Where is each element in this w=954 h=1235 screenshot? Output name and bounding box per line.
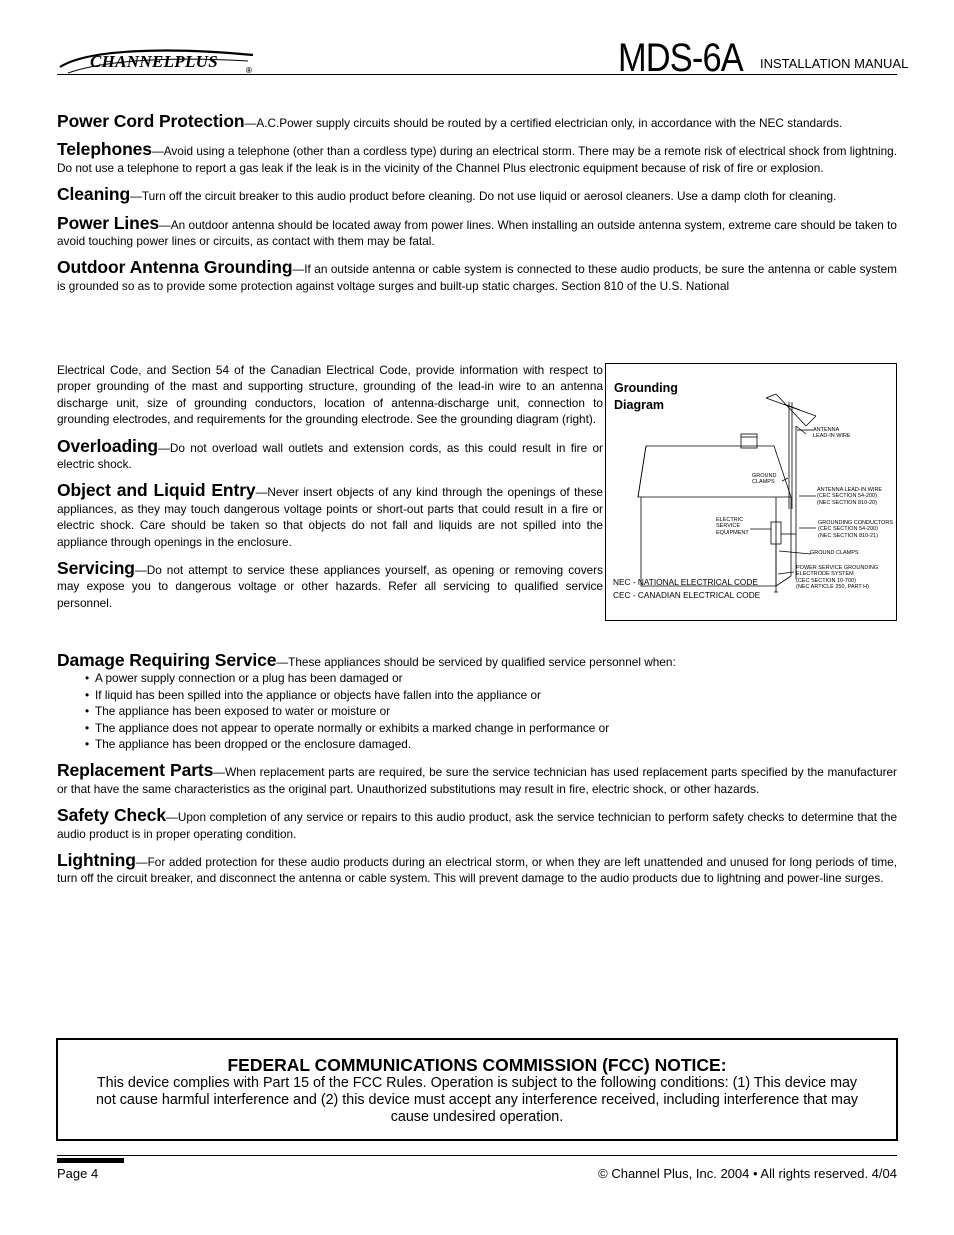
label-line: ANTENNA — [813, 427, 840, 433]
section-lightning — [57, 852, 897, 887]
dash: — — [213, 765, 226, 780]
sections-bottom — [57, 652, 897, 897]
label-grounding-conductors — [818, 520, 893, 539]
section-text: Turn off the circuit breaker to this audio product before cleaning. Do not use liquid or aerosol cleaners. Use a damp cloth for cleaning. — [141, 189, 837, 204]
section-text: Avoid using a telephone (other than a cordless type) during an electrical storm. There may be a remote risk of electrical shock from lightning. Do not use a telephone to report a gas leak if the leak is in the vicinity of the Channel Plus electronic equipment because of risk of fire or explosion. — [57, 144, 897, 175]
section-cleaning — [57, 186, 897, 204]
label-discharge-unit — [817, 487, 882, 506]
footer-rule — [57, 1155, 897, 1156]
label-line: (CEC SECTION 54-200) — [818, 526, 878, 533]
section-heading: Power Lines — [57, 212, 159, 233]
dash: — — [292, 262, 305, 277]
sections-narrow — [57, 362, 603, 621]
label-line: ANTENNA LEAD-IN WIRE — [817, 487, 883, 493]
brand-name: CHANNELPLUS — [90, 52, 218, 71]
page-number: Page 4 — [57, 1166, 99, 1181]
section-text: Never insert objects of any kind through the openings of these appliances, as they may touch dangerous voltage points or short-out parts that could result in a fire or electric shock. Care should be taken so that objects do not fall and liquids are not spilled into the appliance through openings in the enclosure. — [57, 485, 603, 549]
damage-list — [57, 670, 897, 752]
label-service-equipment — [716, 517, 749, 536]
label-line: ELECTRIC — [716, 517, 744, 523]
section-damage-service — [57, 652, 897, 752]
dash: — — [255, 485, 268, 500]
section-heading: Overloading — [57, 435, 159, 456]
dash: — — [135, 855, 148, 870]
registered-mark: ® — [246, 66, 252, 75]
section-text: Do not overload wall outlets and extension cords, as this could result in fire or electric shock. — [57, 440, 603, 472]
label-line: POWER SERVICE GROUNDING — [796, 565, 879, 571]
section-text: If an outside antenna or cable system is connected to these audio products, be sure the antenna or cable system is grounded so as to provide some protection against voltage surges and built-up static charges. Section 810 of the U.S. National — [57, 262, 897, 293]
label-line: LEAD-IN WIRE — [813, 433, 851, 440]
section-text: A.C.Power supply circuits should be routed by a certified electrician only, in accordance with the NEC standards. — [256, 116, 843, 130]
section-object-liquid — [57, 482, 603, 550]
label-line: GROUND — [752, 473, 777, 479]
dash: — — [159, 217, 171, 232]
section-antenna-grounding — [57, 259, 897, 294]
label-line: (NEC ARTICLE 250, PART H) — [796, 584, 869, 591]
section-servicing — [57, 560, 603, 611]
dash: — — [134, 563, 147, 578]
section-heading: Power Cord Protection — [57, 111, 245, 131]
section-text: Electrical Code, and Section 54 of the Canadian Electrical Code, provide information with respect to proper grounding of the mast and supporting structure, grounding of the lead-in wire to an antenna discharge unit, size of grounding conductors, location of antenna-discharge unit, connection to grounding electrodes, and requirements for the grounding electrode. See the grounding diagram (right). — [57, 363, 603, 427]
label-line: GROUND CLAMPS — [810, 550, 859, 556]
section-power-lines — [57, 212, 897, 250]
fcc-notice-box — [56, 1038, 898, 1141]
section-heading: Safety Check — [57, 805, 167, 826]
label-ground-clamps-top — [752, 473, 776, 486]
section-text: Do not attempt to service these appliances yourself, as opening or removing covers may expose you to dangerous voltage or other hazards. Refer all servicing to qualified service personnel. — [57, 563, 603, 610]
section-antenna-grounding-cont — [57, 362, 603, 428]
section-heading: Servicing — [57, 558, 135, 579]
dash: — — [166, 810, 178, 825]
section-text: These appliances should be serviced by qualified service personnel when: — [288, 655, 676, 669]
section-text: For added protection for these audio products during an electrical storm, or when they are left unattended and unused for long periods of time, turn off the circuit breaker, and disconnect the antenna or cable system. This will prevent damage to the audio products due to lightning and power-line surges. — [57, 855, 897, 886]
section-heading: Outdoor Antenna Grounding — [57, 257, 293, 278]
diagram-title-line2: Diagram — [614, 398, 665, 412]
diagram-title-line1: Grounding — [614, 381, 678, 395]
label-line: SERVICE — [716, 523, 741, 530]
dash: — — [158, 440, 170, 455]
sections-top — [57, 113, 897, 294]
doc-type: INSTALLATION MANUAL — [760, 56, 909, 71]
label-line: ELECTRODE SYSTEM — [796, 571, 854, 578]
label-line: (NEC SECTION 810-21) — [818, 532, 878, 539]
label-ground-clamps-bottom — [810, 550, 859, 556]
copyright: © Channel Plus, Inc. 2004 • All rights reserved. 4/04 — [598, 1166, 897, 1181]
list-item: • If liquid has been spilled into the appliance or objects have fallen into the appliance or — [85, 687, 897, 703]
list-item: • A power supply connection or a plug has been damaged or — [85, 670, 897, 686]
label-line: GROUNDING CONDUCTORS — [818, 520, 894, 526]
label-antenna — [813, 427, 851, 440]
label-line: EQUIPMENT — [716, 529, 749, 536]
section-heading: Damage Requiring Service — [57, 650, 277, 670]
model-title: MDS-6A — [618, 36, 743, 80]
section-overloading — [57, 435, 603, 473]
grounding-diagram — [605, 363, 897, 621]
label-line: (CEC SECTION 10-700) — [796, 577, 856, 584]
section-text: An outdoor antenna should be located away from power lines. When installing an outside antenna system, extreme care should be taken to avoid touching power lines or circuits, as contact with them may be fatal. — [57, 217, 897, 249]
section-heading: Lightning — [57, 850, 136, 871]
section-text: When replacement parts are required, be sure the service technician has used replacement parts specified by the manufacturer or that have the same characteristics as the original part. Unauthorized substitutions may result in fire, electric shock, or other hazards. — [57, 765, 897, 796]
fcc-body: This device complies with Part 15 of the FCC Rules. Operation is subject to the following conditions: (1) This device may not cause harmful interference and (2) this device must accept any interference received, including interference that may cause undesired operation. — [95, 1075, 859, 1125]
fcc-title: FEDERAL COMMUNICATIONS COMMISSION (FCC) NOTICE: — [227, 1055, 727, 1075]
list-item: • The appliance does not appear to operate normally or exhibits a marked change in performance or — [85, 720, 897, 736]
label-electrode-system — [796, 565, 878, 591]
list-item: • The appliance has been dropped or the enclosure damaged. — [85, 736, 897, 752]
dash: — — [130, 189, 142, 204]
section-power-cord — [57, 113, 897, 131]
dash: — — [244, 116, 257, 130]
section-text: Upon completion of any service or repairs to this audio product, ask the service technician to perform safety checks to determine that the audio product is in proper operating condition. — [57, 810, 898, 841]
dash: — — [151, 144, 164, 159]
brand-logo — [90, 44, 255, 78]
section-telephones — [57, 141, 897, 176]
section-heading: Replacement Parts — [57, 760, 214, 781]
section-heading: Telephones — [57, 139, 152, 160]
section-heading: Cleaning — [57, 184, 131, 205]
list-item: • The appliance has been exposed to water or moisture or — [85, 703, 897, 719]
section-heading: Object and Liquid Entry — [57, 480, 256, 501]
legend-nec: NEC - NATIONAL ELECTRICAL CODE — [613, 577, 758, 587]
footer-bar — [57, 1158, 124, 1163]
label-line: (CEC SECTION 54-200) — [817, 493, 877, 500]
section-replacement-parts — [57, 762, 897, 797]
legend-cec: CEC - CANADIAN ELECTRICAL CODE — [613, 590, 761, 600]
label-line: (NEC SECTION 810-20) — [817, 499, 877, 506]
dash: — — [276, 655, 289, 669]
section-safety-check — [57, 807, 897, 842]
label-line: CLAMPS — [752, 479, 775, 486]
